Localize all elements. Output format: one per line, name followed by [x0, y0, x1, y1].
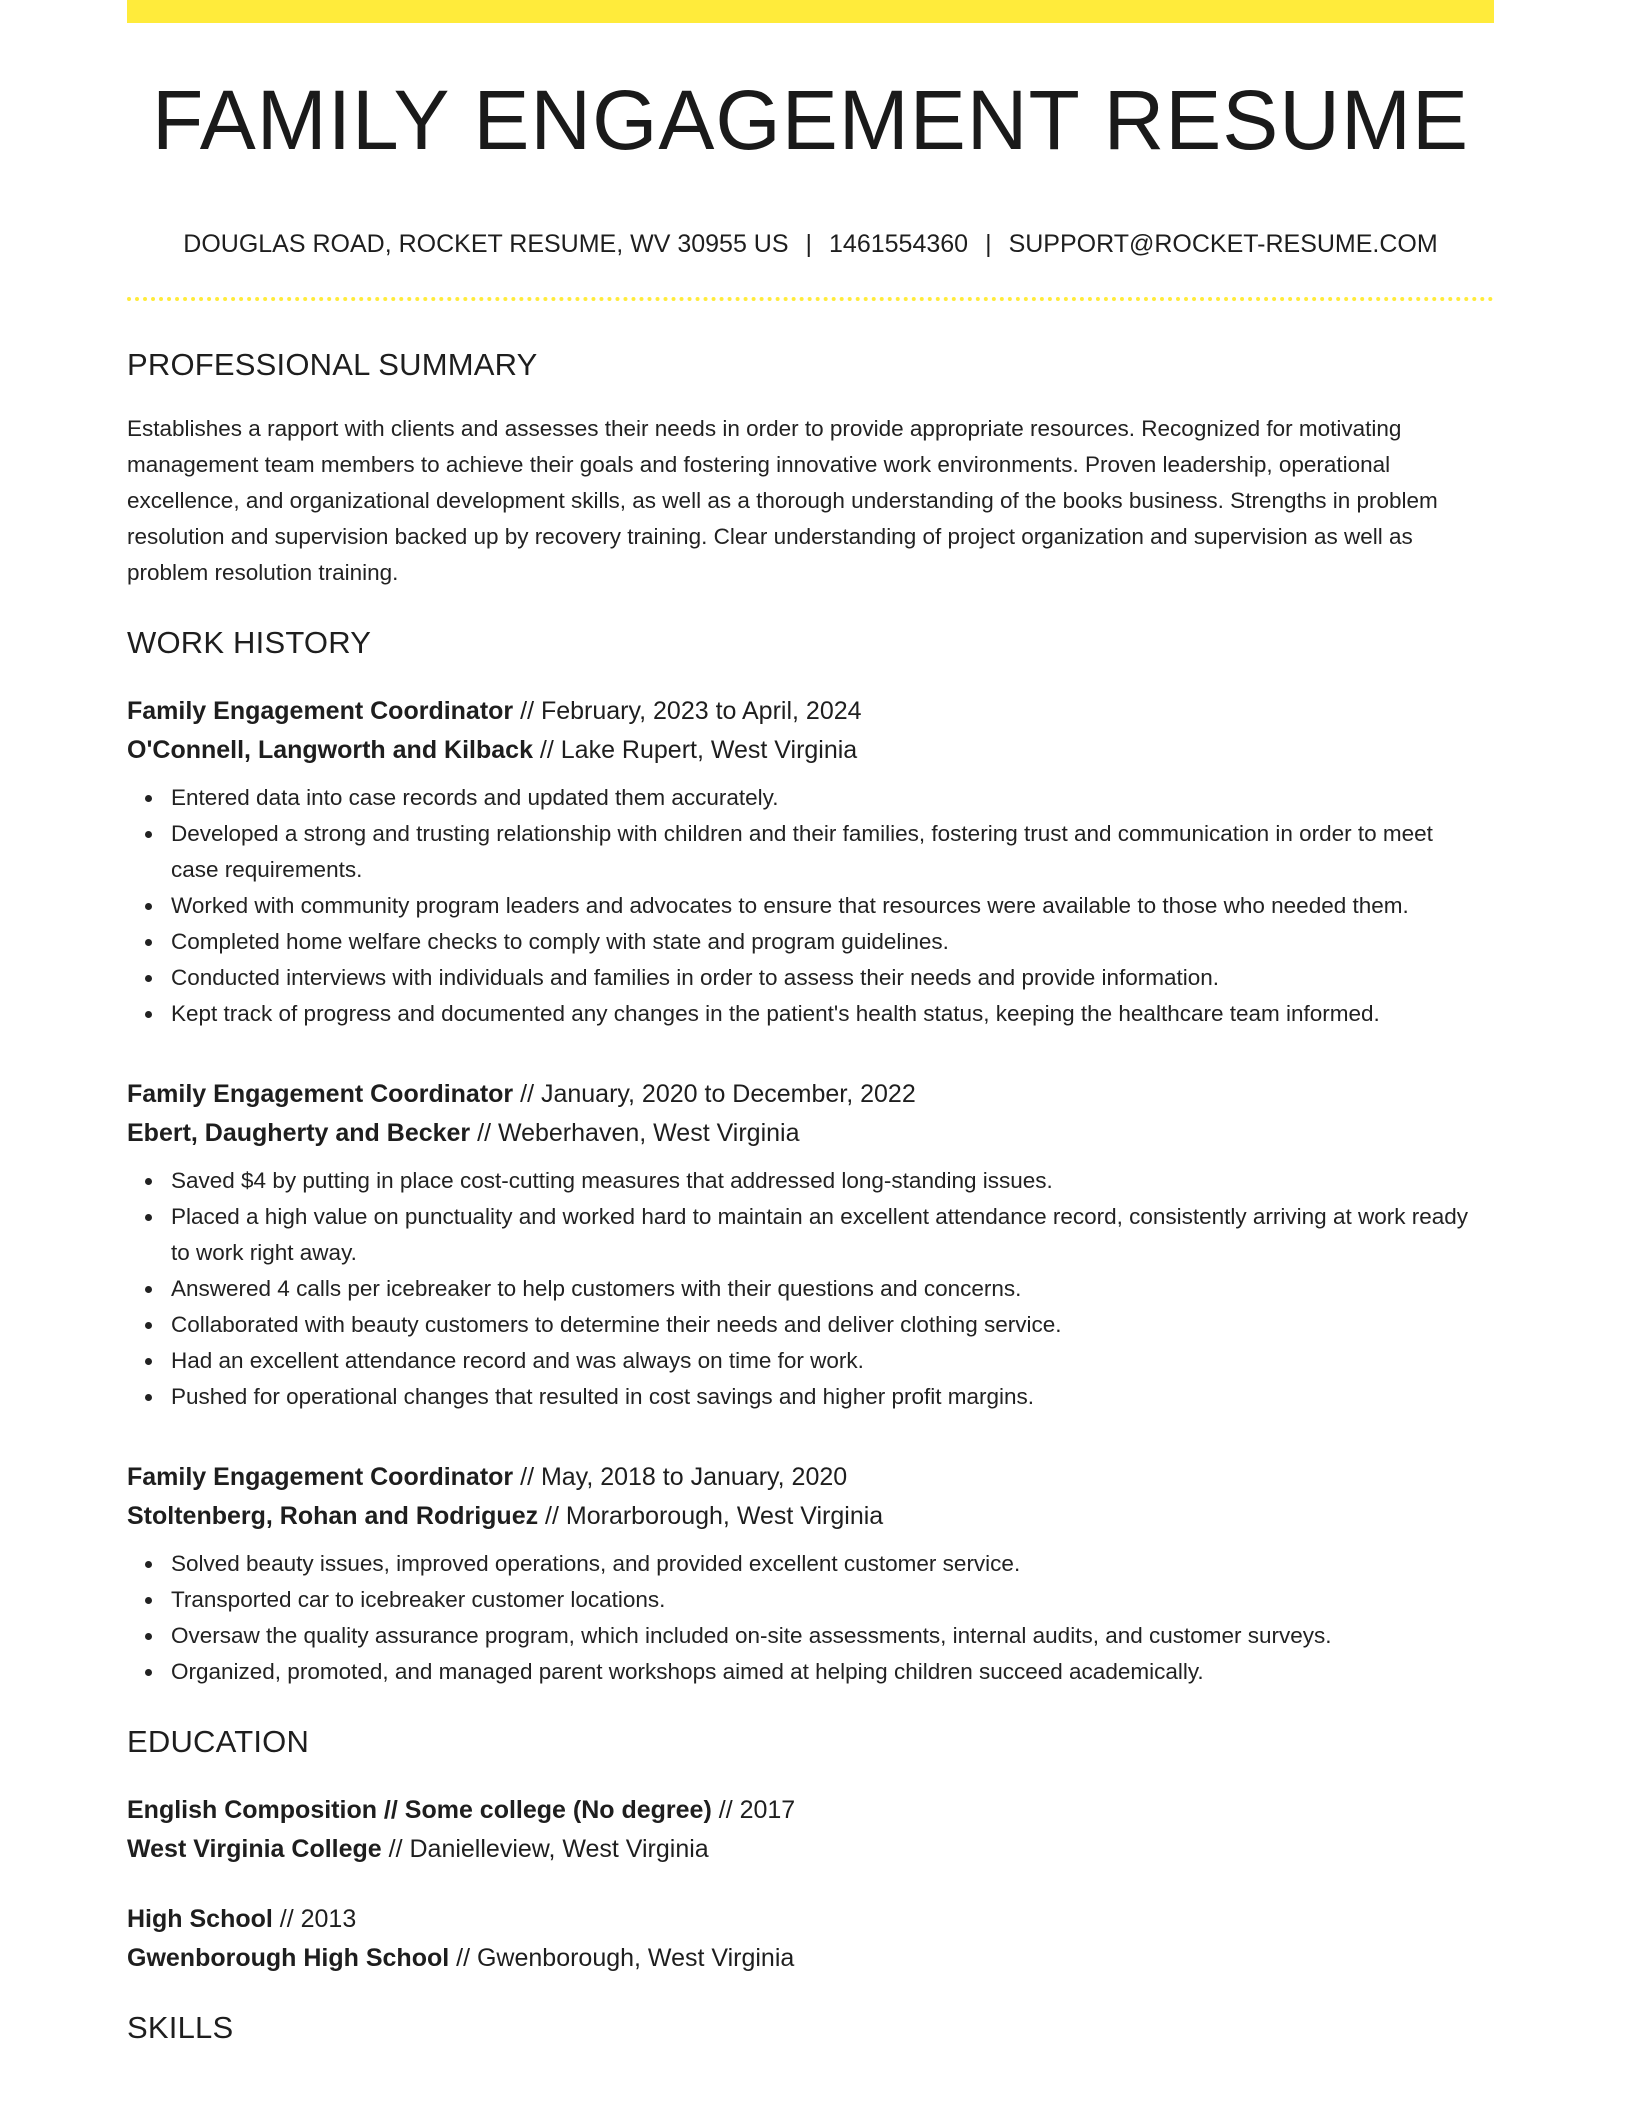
list-item: Transported car to icebreaker customer locations. [171, 1582, 1494, 1618]
education-entry [127, 1900, 1494, 1978]
list-item: Solved beauty issues, improved operations, and provided excellent customer service. [171, 1546, 1494, 1582]
job-title-line [127, 692, 1494, 731]
contact-email: SUPPORT@ROCKET-RESUME.COM [1008, 230, 1438, 258]
list-item: Organized, promoted, and managed parent workshops aimed at helping children succeed academically. [171, 1654, 1494, 1690]
list-item: Placed a high value on punctuality and worked hard to maintain an excellent attendance record, consistently arriving at work ready to work right away. [171, 1199, 1494, 1271]
job-entry [127, 1075, 1494, 1415]
job-location: // Weberhaven, West Virginia [470, 1119, 800, 1147]
job-location: // Lake Rupert, West Virginia [532, 736, 858, 764]
job-entry [127, 1458, 1494, 1690]
education-school-line [127, 1939, 1494, 1978]
education-location: // Gwenborough, West Virginia [449, 1944, 795, 1972]
education-school: West Virginia College [127, 1835, 382, 1863]
education-degree-line [127, 1900, 1494, 1939]
section-heading-skills: SKILLS [127, 2010, 234, 2045]
education-degree: English Composition // Some college (No degree) [127, 1796, 712, 1824]
job-title-line [127, 1458, 1494, 1497]
job-dates: // May, 2018 to January, 2020 [513, 1463, 848, 1491]
list-item: Developed a strong and trusting relationship with children and their families, fostering trust and communication in order to meet case requirements. [171, 816, 1494, 888]
section-heading-work-history: WORK HISTORY [127, 625, 372, 660]
job-title: Family Engagement Coordinator [127, 697, 514, 725]
list-item: Entered data into case records and updated them accurately. [171, 780, 1494, 816]
contact-phone: 1461554360 [829, 230, 969, 258]
job-entry [127, 692, 1494, 1032]
section-heading-education: EDUCATION [127, 1724, 310, 1759]
list-item: Oversaw the quality assurance program, which included on-site assessments, internal audits, and customer surveys. [171, 1618, 1494, 1654]
job-duties-list [127, 780, 1494, 1032]
resume-title: FAMILY ENGAGEMENT RESUME [152, 73, 1469, 167]
list-item: Had an excellent attendance record and was always on time for work. [171, 1343, 1494, 1379]
summary-text: Establishes a rapport with clients and assesses their needs in order to provide appropriate resources. Recognized for motivating management team members to achieve their goals and fostering innovative work environments. Proven leadership, operational excellence, and organizational development skills, as well as a thorough understanding of the books business. Strengths in problem resolution and supervision backed up by recovery training. Clear understanding of project organization and supervision as well as problem resolution training. [127, 416, 1438, 585]
list-item: Pushed for operational changes that resulted in cost savings and higher profit margins. [171, 1379, 1494, 1415]
job-title-line [127, 1075, 1494, 1114]
education-entry [127, 1791, 1494, 1869]
section-heading-summary: PROFESSIONAL SUMMARY [127, 347, 538, 382]
resume-page [127, 0, 1494, 2043]
contact-line [127, 232, 1494, 257]
education-school: Gwenborough High School [127, 1944, 450, 1972]
job-company: O'Connell, Langworth and Kilback [127, 736, 533, 764]
education-degree-line [127, 1791, 1494, 1830]
dotted-divider [127, 297, 1494, 301]
education-degree: High School [127, 1905, 273, 1933]
education-year: // 2017 [711, 1796, 796, 1824]
job-company: Ebert, Daugherty and Becker [127, 1119, 471, 1147]
list-item: Completed home welfare checks to comply with state and program guidelines. [171, 924, 1494, 960]
contact-address: DOUGLAS ROAD, ROCKET RESUME, WV 30955 US [183, 230, 789, 258]
job-duties-list [127, 1163, 1494, 1415]
education-year: // 2013 [272, 1905, 357, 1933]
accent-top-bar [127, 0, 1494, 23]
education-location: // Danielleview, West Virginia [381, 1835, 709, 1863]
job-duties-list [127, 1546, 1494, 1690]
job-dates: // February, 2023 to April, 2024 [513, 697, 862, 725]
job-company: Stoltenberg, Rohan and Rodriguez [127, 1502, 539, 1530]
list-item: Worked with community program leaders and advocates to ensure that resources were available to those who needed them. [171, 888, 1494, 924]
job-title: Family Engagement Coordinator [127, 1463, 514, 1491]
list-item: Answered 4 calls per icebreaker to help customers with their questions and concerns. [171, 1271, 1494, 1307]
job-dates: // January, 2020 to December, 2022 [513, 1080, 916, 1108]
education-school-line [127, 1830, 1494, 1869]
job-company-line [127, 1114, 1494, 1153]
list-item: Kept track of progress and documented any changes in the patient's health status, keeping the healthcare team informed. [171, 996, 1494, 1032]
contact-separator: | [805, 230, 813, 258]
job-company-line [127, 731, 1494, 770]
list-item: Collaborated with beauty customers to determine their needs and deliver clothing service. [171, 1307, 1494, 1343]
job-location: // Morarborough, West Virginia [538, 1502, 884, 1530]
list-item: Conducted interviews with individuals and families in order to assess their needs and provide information. [171, 960, 1494, 996]
job-company-line [127, 1497, 1494, 1536]
list-item: Saved $4 by putting in place cost-cutting measures that addressed long-standing issues. [171, 1163, 1494, 1199]
job-title: Family Engagement Coordinator [127, 1080, 514, 1108]
contact-separator: | [985, 230, 992, 258]
